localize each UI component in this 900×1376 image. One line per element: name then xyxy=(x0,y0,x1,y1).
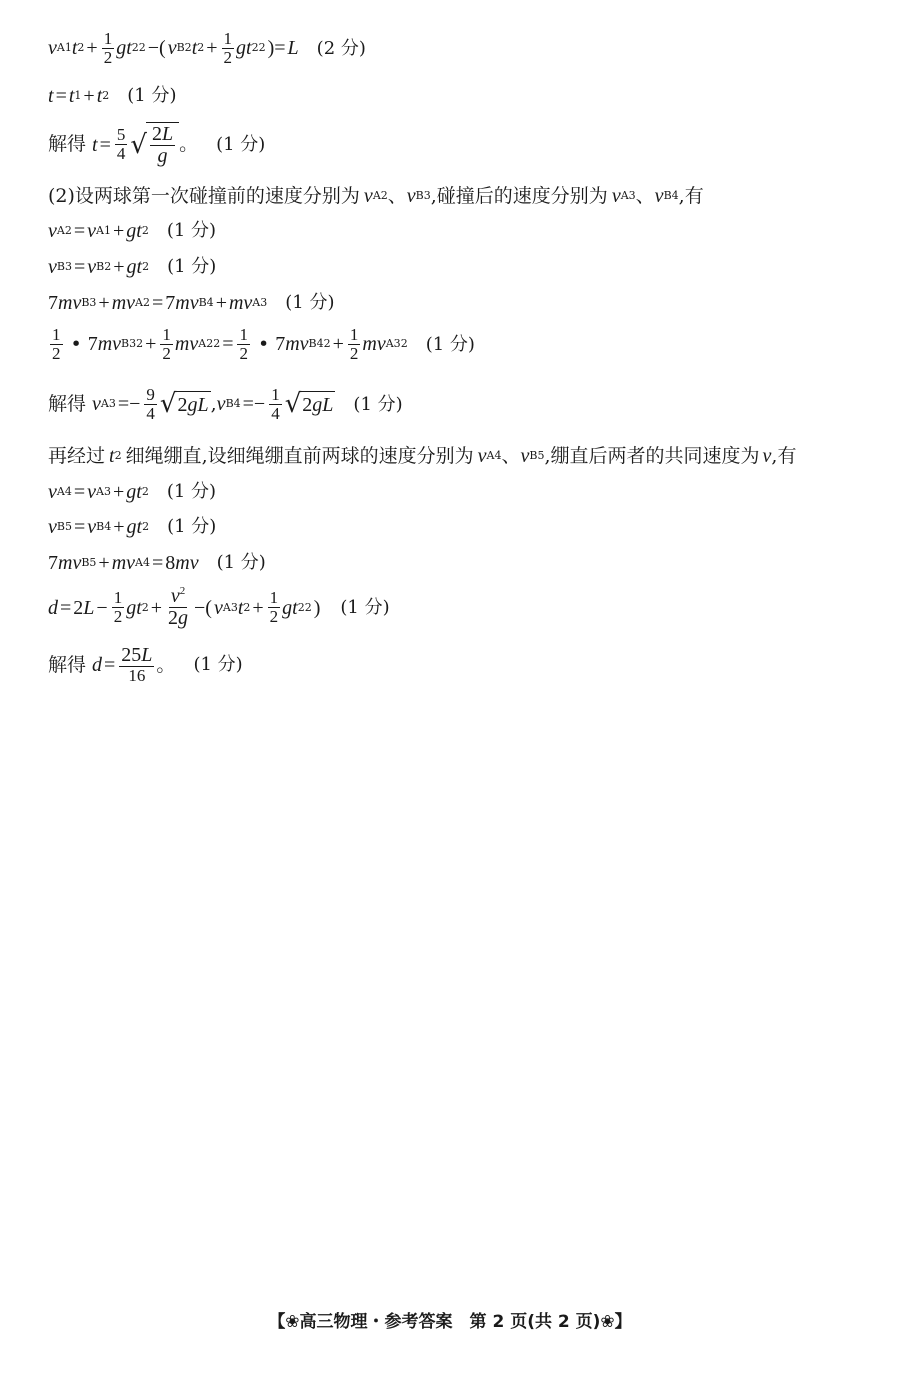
text-segment: ,绷直后两者的共同速度为 xyxy=(544,444,760,467)
equation-line-8: $\frac{1}{2}$ • 7 mv B3 2 + $\frac{1}{2}$ mv A2 2 = $\frac{1}{2}$ • 7 mv B4 2 + $\frac{1}{2}$ mv A3 2 (1 分) xyxy=(52,325,475,363)
text-line-4: (2)设两球第一次碰撞前的速度分别为 v A2 、 v B3 ,碰撞后的速度分别为 v A3 、 v B4 ,有 xyxy=(48,184,704,207)
score-label: (1 分) xyxy=(193,654,243,676)
text-line-10: 再经过 t 2 细绳绷直,设细绳绷直前两球的速度分别为 v A4 、 v B5 ,绷直后两者的共同速度为 v ,有 xyxy=(48,444,797,467)
equation-line-7: 7 mv B3 + mv A2 = 7 mv B4 + mv A3 (1 分) xyxy=(48,292,335,314)
page-footer: 【❀高三物理・参考答案 第 2 页(共 2 页)❀】 xyxy=(268,1312,632,1332)
text-segment: 细绳绷直,设细绳绷直前两球的速度分别为 xyxy=(125,444,474,467)
score-label: (2 分) xyxy=(316,37,366,59)
equation-line-13: 7 mv B5 + mv A4 = 8 mv (1 分) xyxy=(48,552,266,574)
solve-prefix: 解得 xyxy=(48,392,87,415)
score-label: (1 分) xyxy=(216,552,266,574)
equation-line-11: v A4 = v A3 + gt 2 (1 分) xyxy=(48,481,217,503)
text-segment: (2)设两球第一次碰撞前的速度分别为 xyxy=(48,184,360,207)
equation-line-6: v B3 = v B2 + gt 2 (1 分) xyxy=(48,256,217,278)
score-label: (1 分) xyxy=(166,481,217,503)
score-label: (1 分) xyxy=(127,85,177,107)
equation-line-9: 解得 v A3 =− $\frac{9}{4}$ √ 2 gL , v B4 =− $\frac{1}{4}$ √ 2 gL (1 分) xyxy=(48,385,403,423)
score-label: (1 分) xyxy=(167,516,217,538)
equation-line-5: v A2 = v A1 + gt 2 (1 分) xyxy=(48,220,217,242)
score-label: (1 分) xyxy=(166,220,217,242)
equation-line-15: 解得 d = $\frac{25L}{16}$ 。 (1 分) xyxy=(48,644,243,685)
score-label: (1 分) xyxy=(285,292,335,314)
text-segment: 再经过 xyxy=(48,444,106,467)
equation-line-2: t = t 1 + t 2 (1 分) xyxy=(48,85,177,107)
equation-line-14: d = 2 L − $\frac{1}{2}$ gt 2 + $\frac{v^2}{2g}$ −( v A3 t 2 + $\frac{1}{2}$ gt 2 2 ) (1 分) xyxy=(48,585,390,629)
text-segment: ,有 xyxy=(678,184,704,207)
solve-prefix: 解得 xyxy=(48,653,87,676)
score-label: (1 分) xyxy=(167,256,217,278)
text-segment: ,有 xyxy=(771,444,797,467)
text-segment: ,碰撞后的速度分别为 xyxy=(430,184,608,207)
score-label: (1 分) xyxy=(340,596,390,618)
score-label: (1 分) xyxy=(425,333,475,355)
equation-line-12: v B5 = v B4 + gt 2 (1 分) xyxy=(48,516,217,538)
equation-line-1: v A1 t 2 + $\frac{1}{2}$ gt 2 2 −( v B2 t 2 + $\frac{1}{2}$ gt 2 2 )= L (2 分) xyxy=(48,29,366,67)
score-label: (1 分) xyxy=(353,393,403,415)
equation-line-3: 解得 t = $\frac{5}{4}$ √ $\frac{2L}{g}$ 。 (1 分) xyxy=(48,123,266,167)
score-label: (1 分) xyxy=(216,133,266,155)
solve-prefix: 解得 xyxy=(48,133,87,156)
